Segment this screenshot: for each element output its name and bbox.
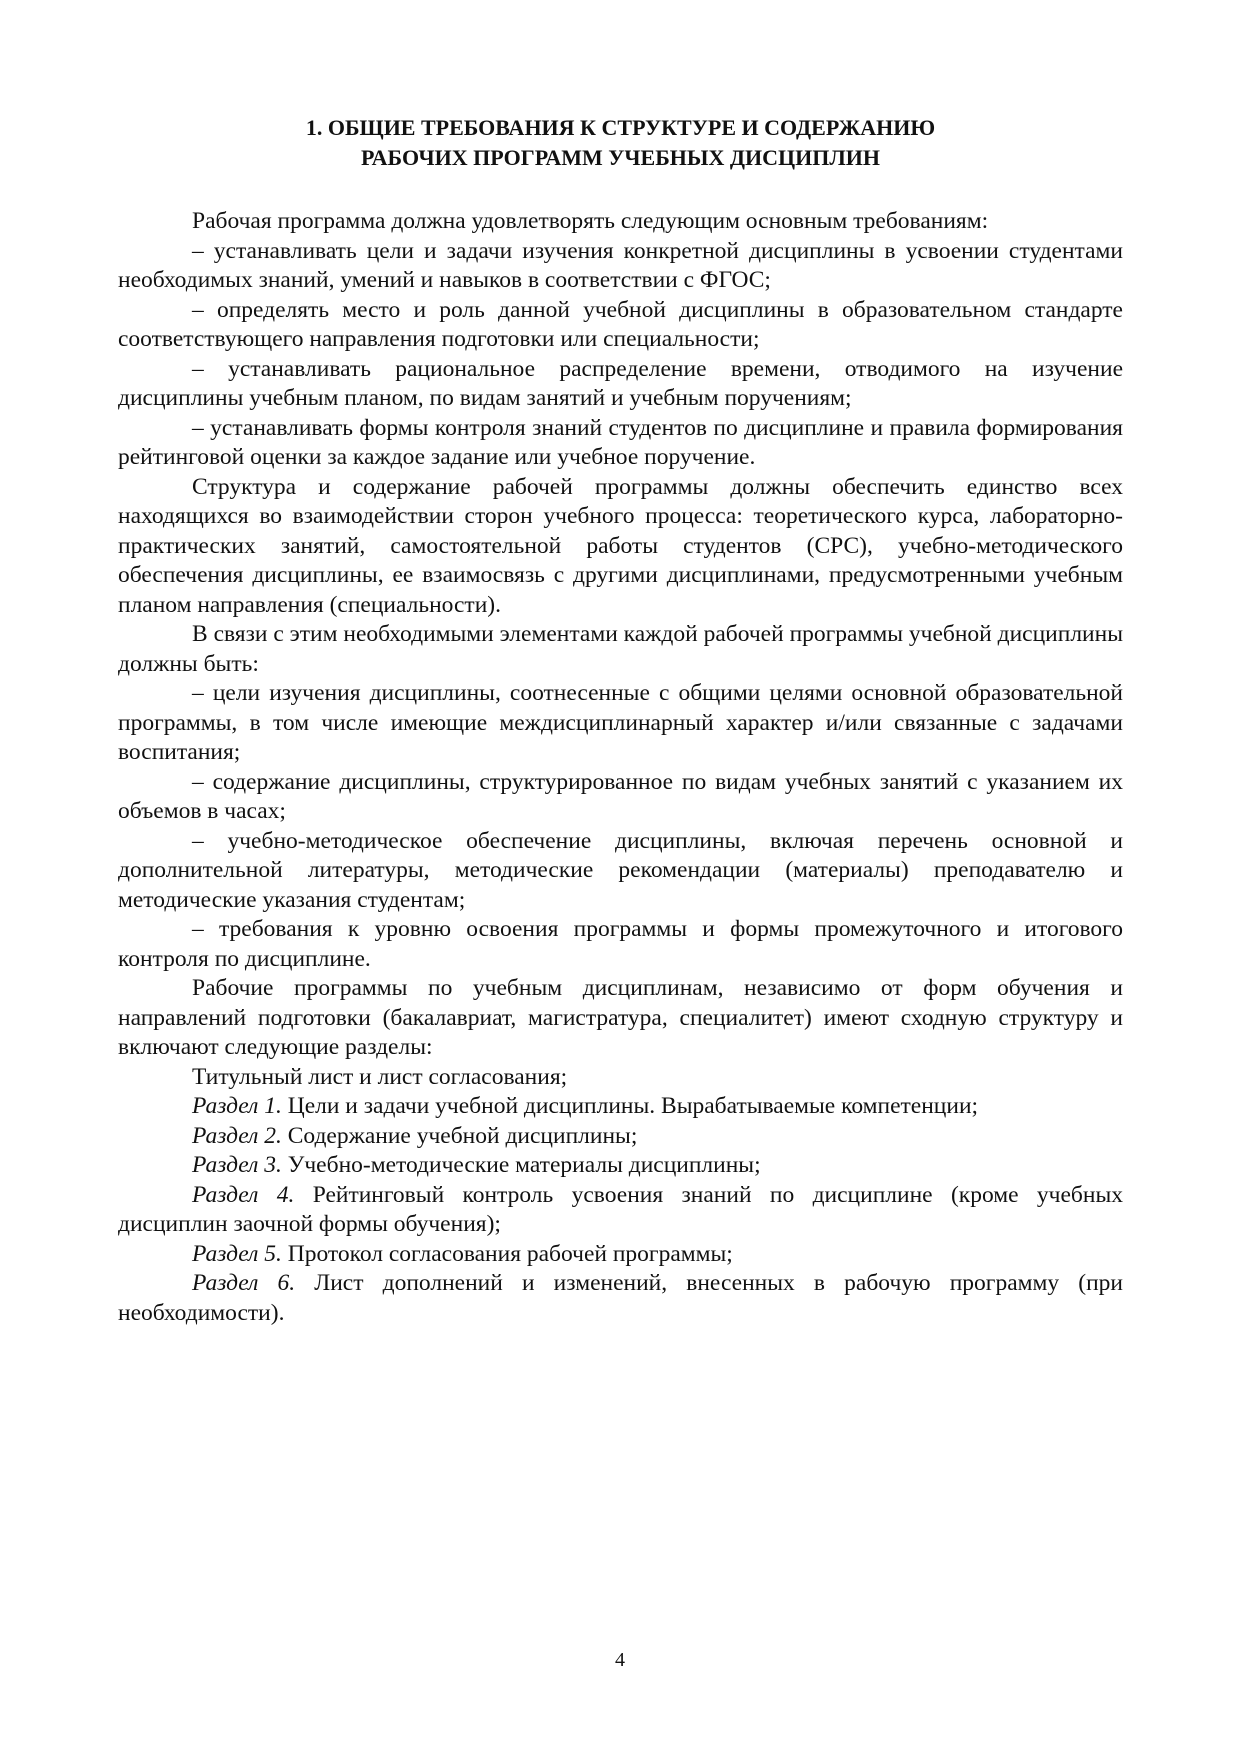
- document-body: [118, 207, 1123, 1328]
- section-label: Раздел 5.: [192, 1240, 282, 1267]
- section-label: Раздел 6.: [192, 1270, 296, 1296]
- paragraph-intro: Рабочая программа должна удовлетворять следующим основным требованиям:: [192, 208, 989, 234]
- heading-line-1: 1. ОБЩИЕ ТРЕБОВАНИЯ К СТРУКТУРЕ И СОДЕРЖАНИЮ: [305, 115, 936, 140]
- list-item-requirements: – требования к уровню освоения программы и формы промежуточного и итогового контроля по дисциплине.: [118, 916, 1123, 972]
- section-text: Протокол согласования рабочей программы;: [281, 1240, 733, 1267]
- list-item-control-forms: – устанавливать формы контроля знаний студентов по дисциплине и правила формирования рейтинговой оценки за каждое задание или учебное поручение.: [118, 414, 1123, 470]
- section-text: Учебно-методические материалы дисциплины;: [281, 1152, 761, 1178]
- list-item-goals: – устанавливать цели и задачи изучения конкретной дисциплины в усвоении студентами необходимых знаний, умений и навыков в соответствии с ФГОС;: [118, 237, 1123, 293]
- section-text: Содержание учебной дисциплины;: [281, 1122, 638, 1149]
- list-item-title-page: Титульный лист и лист согласования;: [192, 1063, 568, 1090]
- section-text: Рейтинговый контроль усвоения знаний по дисциплине (кроме учебных дисциплин заочной формы обучения);: [118, 1181, 1123, 1237]
- section-item-1: [118, 1092, 1123, 1122]
- section-heading: [118, 113, 1123, 173]
- section-label: Раздел 3.: [192, 1152, 282, 1178]
- section-text: Лист дополнений и изменений, внесенных в рабочую программу (при необходимости).: [118, 1270, 1123, 1326]
- section-item-3: [118, 1151, 1123, 1181]
- list-item-content: – содержание дисциплины, структурированное по видам учебных занятий с указанием их объемов в часах;: [118, 768, 1123, 824]
- paragraph-program-sections: Рабочие программы по учебным дисциплинам, независимо от форм обучения и направлений подготовки (бакалавриат, магистратура, специалитет) имеют сходную структуру и включают следующие разделы:: [118, 975, 1123, 1060]
- heading-line-2: РАБОЧИХ ПРОГРАММ УЧЕБНЫХ ДИСЦИПЛИН: [361, 145, 880, 170]
- section-item-4: [118, 1181, 1123, 1240]
- list-item-methodical-support: – учебно-методическое обеспечение дисциплины, включая перечень основной и дополнительной литературы, методические рекомендации (материалы) преподавателю и методические указания студентам;: [118, 827, 1123, 913]
- section-label: Раздел 1.: [192, 1093, 282, 1119]
- paragraph-required-elements: В связи с этим необходимыми элементами каждой рабочей программы учебной дисциплины должны быть:: [118, 621, 1123, 677]
- page-number: 4: [615, 1649, 625, 1671]
- section-item-5: [118, 1240, 1123, 1270]
- list-item-study-goals: – цели изучения дисциплины, соотнесенные с общими целями основной образовательной программы, в том числе имеющие междисциплинарный характер и/или связанные с задачами воспитания;: [118, 680, 1123, 765]
- section-label: Раздел 4.: [192, 1181, 295, 1208]
- section-text: Цели и задачи учебной дисциплины. Вырабатываемые компетенции;: [281, 1093, 979, 1119]
- list-item-place-role: – определять место и роль данной учебной дисциплины в образовательном стандарте соответствующего направления подготовки или специальности;: [118, 296, 1123, 352]
- section-item-6: [118, 1269, 1123, 1328]
- paragraph-structure: Структура и содержание рабочей программы должны обеспечить единство всех находящихся во взаимодействии сторон учебного процесса: теоретического курса, лабораторно-практических занятий, самостоятельной работы студентов (СРС), учебно-методического обеспечения дисциплины, ее взаимосвязь с другими дисциплинами, предусмотренными учебным планом направления (специальности).: [118, 473, 1123, 618]
- section-item-2: [118, 1122, 1123, 1152]
- section-label: Раздел 2.: [192, 1122, 282, 1149]
- list-item-time-distribution: – устанавливать рациональное распределение времени, отводимого на изучение дисциплины учебным планом, по видам занятий и учебным поручениям;: [118, 355, 1123, 411]
